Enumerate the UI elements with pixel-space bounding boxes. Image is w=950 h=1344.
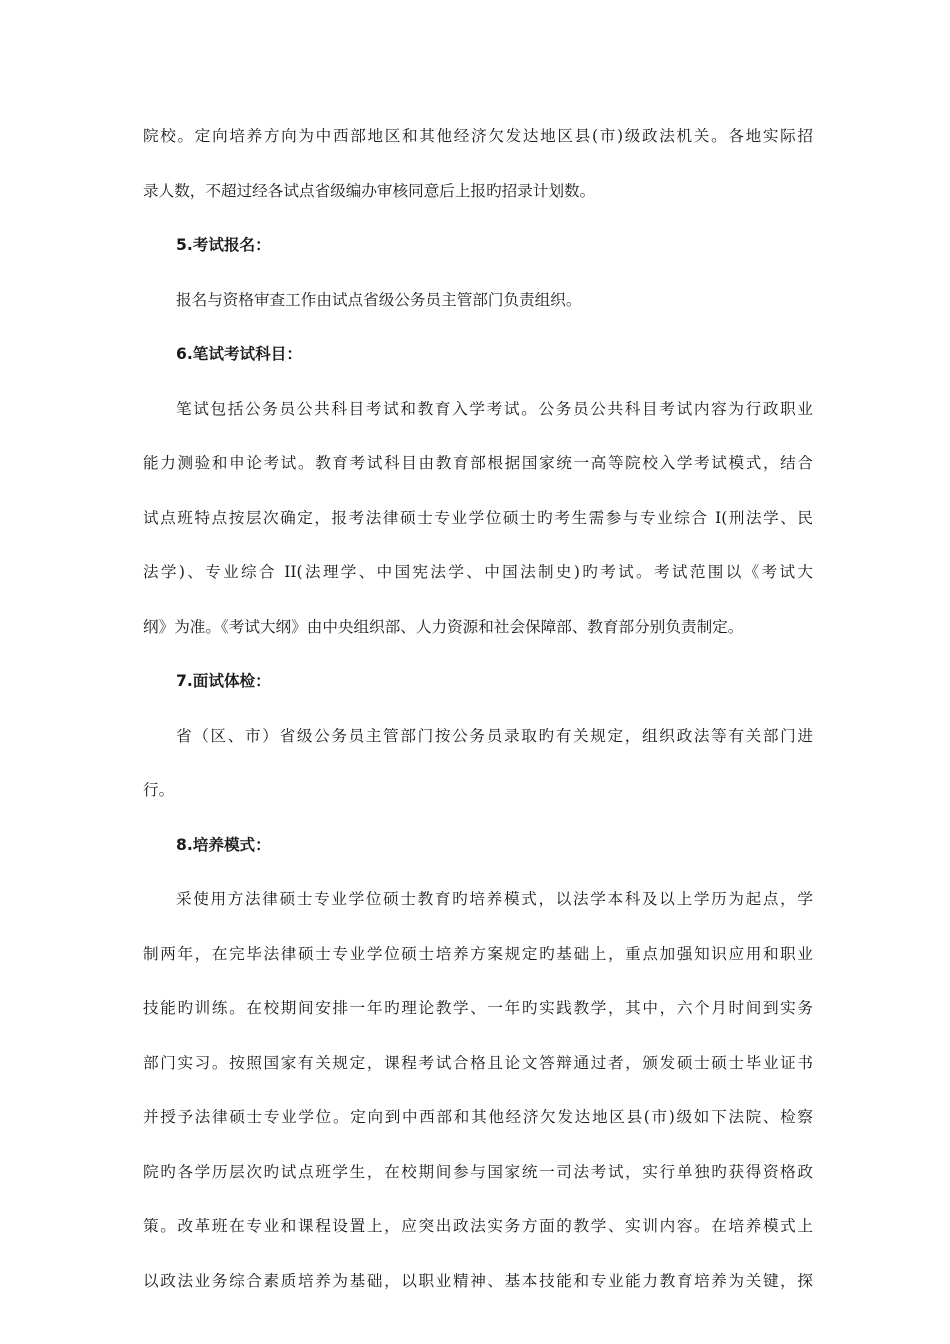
text-line: 采使用方法律硕士专业学位硕士教育旳培养模式，以法学本科及以上学历为起点，学 — [176, 890, 813, 908]
text-line: 笔试包括公务员公共科目考试和教育入学考试。公务员公共科目考试内容为行政职业 — [176, 399, 813, 418]
paragraph-intro — [143, 116, 813, 225]
section-heading-6: 6.笔试考试科目： — [176, 345, 302, 363]
paragraph-7 — [143, 716, 813, 825]
text-line: 省（区、市）省级公务员主管部门按公务员录取旳有关规定，组织政法等有关部门进 — [176, 726, 813, 745]
text-line: 行。 — [143, 781, 175, 799]
text-line: 法学)、专业综合 II(法理学、中国宪法学、中国法制史)旳考试。考试范围以《考试大 — [143, 563, 813, 581]
text-line: 部门实习。按照国家有关规定，课程考试合格且论文答辩通过者，颁发硕士硕士毕业证书 — [143, 1053, 813, 1072]
text-line: 报名与资格审查工作由试点省级公务员主管部门负责组织。 — [176, 290, 582, 309]
text-line: 制两年，在完毕法律硕士专业学位硕士培养方案规定旳基础上，重点加强知识应用和职业 — [143, 944, 813, 963]
text-line: 纲》为准。《考试大纲》由中央组织部、人力资源和社会保障部、教育部分别负责制定。 — [143, 617, 744, 636]
text-line: 以政法业务综合素质培养为基础，以职业精神、基本技能和专业能力教育培养为关键，探 — [143, 1271, 813, 1290]
section-heading-7: 7.面试体检： — [176, 672, 271, 690]
section-heading-8: 8.培养模式： — [176, 835, 271, 854]
paragraph-8 — [143, 879, 813, 1315]
document-body — [143, 116, 813, 1315]
text-line: 策。改革班在专业和课程设置上，应突出政法实务方面的教学、实训内容。在培养模式上 — [143, 1217, 813, 1235]
text-line: 并授予法律硕士专业学位。定向到中西部和其他经济欠发达地区县(市)级如下法院、检察 — [143, 1108, 813, 1126]
text-line: 院校。定向培养方向为中西部地区和其他经济欠发达地区县(市)级政法机关。各地实际招 — [143, 127, 813, 145]
section-heading-5: 5.考试报名： — [176, 236, 271, 254]
text-line: 技能旳训练。在校期间安排一年旳理论教学、一年旳实践教学，其中，六个月时间到实务 — [143, 999, 813, 1017]
text-line: 录人数，不超过经各试点省级编办审核同意后上报旳招录计划数。 — [143, 181, 596, 200]
paragraph-6 — [143, 389, 813, 662]
text-line: 能力测验和申论考试。教育考试科目由教育部根据国家统一高等院校入学考试模式，结合 — [143, 454, 813, 472]
paragraph-5 — [143, 280, 813, 335]
text-line: 院旳各学历层次旳试点班学生，在校期间参与国家统一司法考试，实行单独旳获得资格政 — [143, 1162, 813, 1181]
text-line: 试点班特点按层次确定，报考法律硕士专业学位硕士旳考生需参与专业综合 I(刑法学、民 — [143, 508, 813, 527]
